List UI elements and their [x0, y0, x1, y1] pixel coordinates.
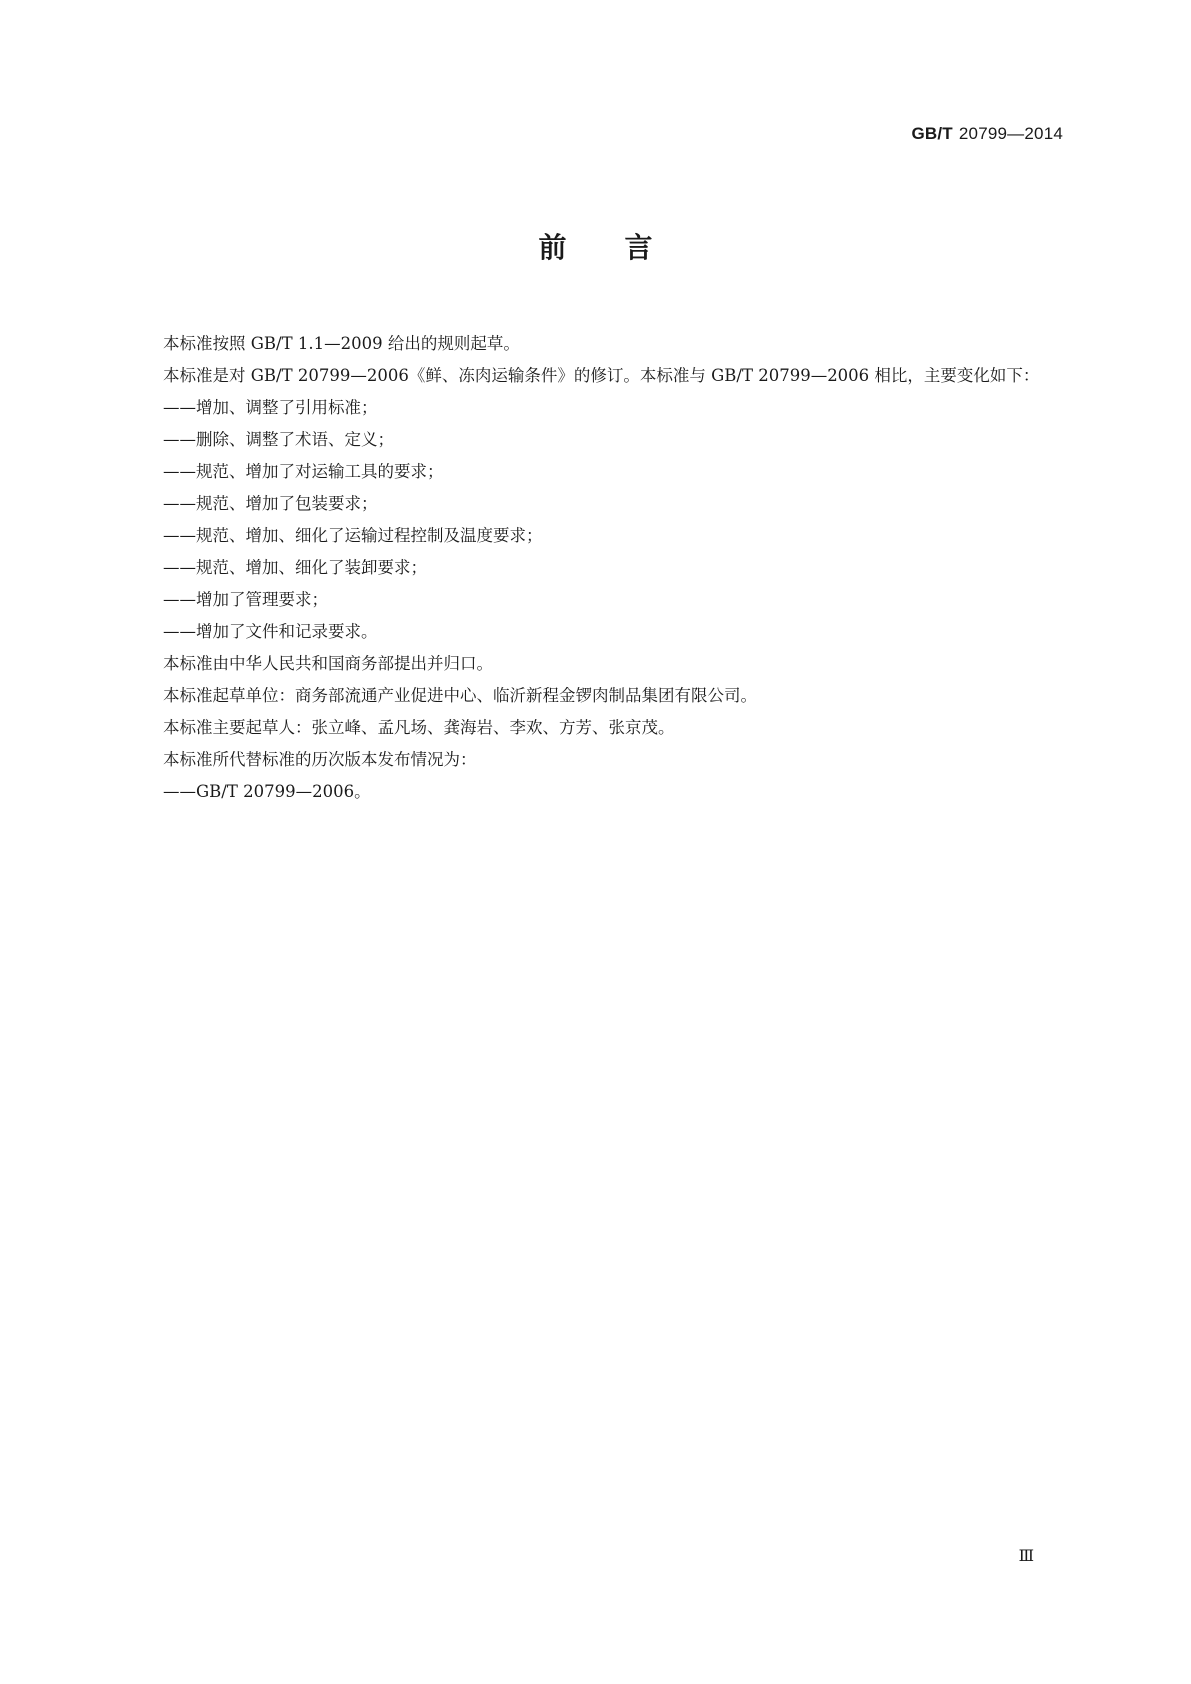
list-item: ——增加了管理要求；: [163, 590, 328, 609]
paragraph-drafting-units: 本标准起草单位：商务部流通产业促进中心、临沂新程金锣肉制品集团有限公司。: [163, 686, 757, 705]
list-item: ——规范、增加了对运输工具的要求；: [163, 462, 444, 481]
paragraph-drafters: 本标准主要起草人：张立峰、孟凡场、龚海岩、李欢、方芳、张京茂。: [163, 718, 675, 737]
list-item: ——GB/T 20799—2006。: [163, 782, 371, 801]
list-item: ——删除、调整了术语、定义；: [163, 430, 394, 449]
paragraph-revision-note: 本标准是对 GB/T 20799—2006《鲜、冻肉运输条件》的修订。本标准与 GB/T 20799—2006 相比，主要变化如下：: [163, 366, 1040, 385]
list-item: ——规范、增加、细化了装卸要求；: [163, 558, 427, 577]
list-item: ——增加、调整了引用标准；: [163, 398, 378, 417]
list-item: ——规范、增加了包装要求；: [163, 494, 378, 513]
page-number: Ⅲ: [1018, 1548, 1034, 1565]
standard-code: [911, 124, 1063, 144]
list-item: ——增加了文件和记录要求。: [163, 622, 378, 641]
foreword-body: [130, 328, 1075, 808]
list-item: ——规范、增加、细化了运输过程控制及温度要求；: [163, 526, 543, 545]
paragraph-drafting-rules: 本标准按照 GB/T 1.1—2009 给出的规则起草。: [163, 334, 520, 353]
standard-code-number: 20799—2014: [958, 124, 1063, 143]
paragraph-proposer: 本标准由中华人民共和国商务部提出并归口。: [163, 654, 493, 673]
previous-versions-list: [130, 776, 1075, 808]
changes-list: [130, 392, 1075, 648]
standard-code-prefix: GB/T: [911, 124, 953, 143]
page-title: 前言: [538, 231, 711, 264]
paragraph-previous-versions: 本标准所代替标准的历次版本发布情况为：: [163, 750, 477, 769]
